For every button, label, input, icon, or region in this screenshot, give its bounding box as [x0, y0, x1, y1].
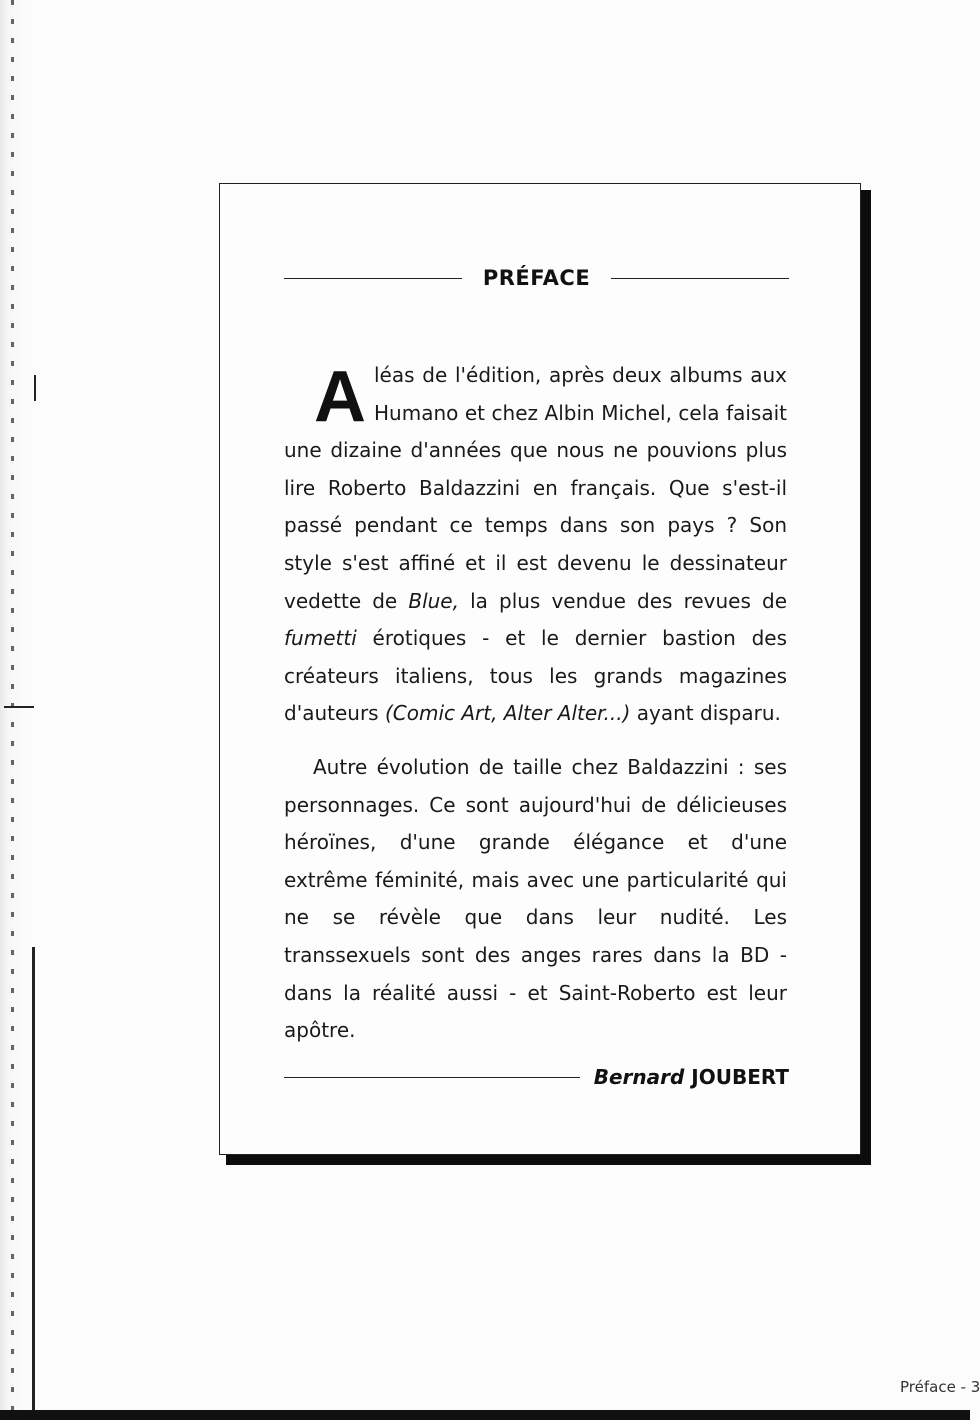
bottom-edge: [0, 1410, 970, 1420]
drop-cap: A: [314, 357, 366, 437]
binding-mark: [32, 947, 35, 1420]
paragraph-1-text-d: ayant disparu.: [630, 701, 781, 726]
binding-mark: [4, 706, 34, 708]
paragraph-1-text-b: la plus vendue des revues de: [458, 588, 787, 613]
page-folio: Préface - 3: [900, 1378, 980, 1396]
binding-edge: [0, 0, 40, 1420]
title-rule-left: [284, 278, 462, 279]
binding-mark: [34, 375, 36, 401]
paragraph-1-text-c: érotiques - et le dernier bastion des créateurs italiens, tous les grands magazines d'auteurs: [284, 626, 787, 726]
signature-rule: [284, 1077, 580, 1078]
paragraph-1: [284, 357, 787, 733]
title-row: [284, 260, 789, 296]
italic-word-fumetti: fumetti: [284, 626, 357, 651]
signature-row: [284, 1063, 789, 1091]
page-title: PRÉFACE: [482, 266, 591, 290]
title-rule-right: [611, 278, 789, 279]
binding-stitching: [11, 0, 14, 1420]
author-last-name: JOUBERT: [691, 1065, 789, 1089]
author-signature: [594, 1065, 789, 1089]
italic-title-blue: Blue,: [408, 588, 459, 613]
paragraph-1-text-a: léas de l'édition, après deux albums aux Humano et chez Albin Michel, cela faisait une dizaine d'années que nous ne pouvions plus lire Roberto Baldazzini en français. Que s'est-il passé pendant ce temps dans son pays ? Son style s'est affiné et il est devenu le dessinateur vedette de: [284, 363, 787, 613]
author-first-name: Bernard: [593, 1065, 685, 1089]
paragraph-2: Autre évolution de taille chez Baldazzini : ses personnages. Ce sont aujourd'hui de délicieuses héroïnes, d'une grande élégance et d'une extrême féminité, mais avec une particularité qui ne se révèle que dans leur nudité. Les transsexuels sont des anges rares dans la BD - dans la réalité aussi - et Saint-Roberto est leur apôtre.: [284, 754, 787, 1043]
italic-magazines: (Comic Art, Alter Alter...): [384, 701, 631, 726]
preface-body: [284, 357, 787, 1050]
